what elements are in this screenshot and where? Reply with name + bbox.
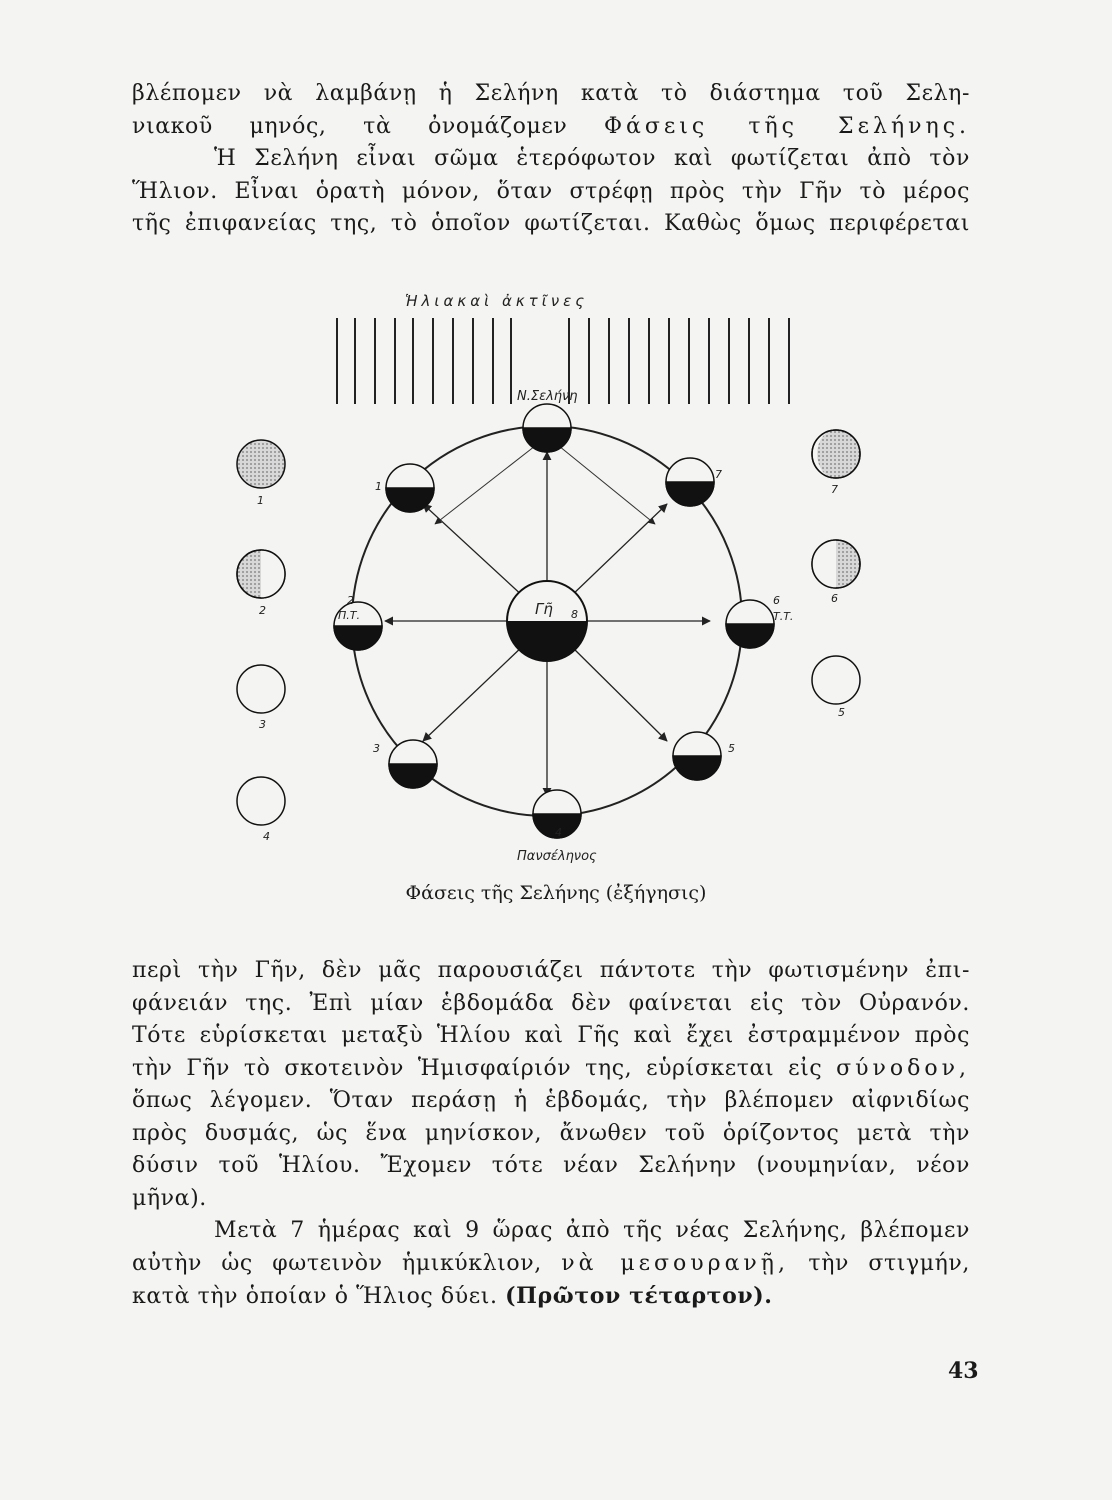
text-line: τῆς ἐπιφανείας της, τὸ ὁποῖον φωτίζεται. Καθὼς ὅμως περιφέρεται xyxy=(132,211,970,236)
orbit-moon xyxy=(666,458,714,506)
full-moon-label: Πανσέληνος xyxy=(517,849,597,864)
left-number: 3 xyxy=(259,718,266,731)
text-fragment: αὐτὴν ὡς φωτεινὸν ἡμικύκλιον, xyxy=(132,1250,542,1276)
right-number: 6 xyxy=(831,592,838,605)
text-line: μῆνα). xyxy=(132,1185,207,1211)
emphasis-phases: Φάσεις τῆς Σελήνης. xyxy=(604,113,971,139)
last-quarter-label: Τ.Τ. xyxy=(773,610,794,623)
orbit-moon xyxy=(673,732,721,780)
moon-phases-diagram xyxy=(225,286,885,866)
orbit-number: 1 xyxy=(375,480,382,493)
text-fragment: νιακοῦ μηνός, τὰ ὀνομάζομεν xyxy=(132,113,568,139)
orbit-number: 5 xyxy=(728,742,735,755)
orbit-number: 4 xyxy=(555,826,562,839)
earth-label: Γῆ xyxy=(535,600,553,618)
text-line xyxy=(132,111,970,144)
emphasis-first-quarter: (Πρῶτον τέταρτον). xyxy=(505,1283,773,1309)
text-fragment: τὴν Γῆν τὸ σκοτεινὸν Ἡμισφαίριόν της, εὑρίσκεται εἰς xyxy=(132,1055,823,1081)
text-line: ὅπως λέγομεν. Ὅταν περάσῃ ἡ ἑβδομάς, τὴν βλέπομεν αἰφνιδίως xyxy=(132,1088,970,1113)
text-line: Ἡ Σελήνη εἶναι σῶμα ἑτερόφωτον καὶ φωτίζεται ἀπὸ τὸν xyxy=(214,146,970,171)
orbit-number: 7 xyxy=(715,468,722,481)
earth xyxy=(507,581,587,661)
first-quarter-label: Π.Τ. xyxy=(338,609,360,622)
orbit-moon xyxy=(726,600,774,648)
orbit-moon xyxy=(389,740,437,788)
top-paragraph xyxy=(132,78,970,241)
sun-arrows xyxy=(435,446,655,524)
text-line: πρὸς δυσμάς, ὡς ἕνα μηνίσκον, ἄνωθεν τοῦ ὁρίζοντος μετὰ τὴν xyxy=(132,1120,970,1146)
page-number: 43 xyxy=(948,1358,979,1384)
text-line: βλέπομεν νὰ λαμβάνῃ ἡ Σελήνη κατὰ τὸ διάστημα τοῦ Σελη- xyxy=(132,81,970,106)
text-line: Ἥλιον. Εἶναι ὁρατὴ μόνον, ὅταν στρέφῃ πρὸς τὴν Γῆν τὸ μέρος xyxy=(132,178,970,204)
text-line: δύσιν τοῦ Ἡλίου. Ἔχομεν τότε νέαν Σελήνην (νουμηνίαν, νέον xyxy=(132,1153,970,1178)
orbit-number: 6 xyxy=(773,594,780,607)
orbit-moon xyxy=(386,464,434,512)
figure-caption: Φάσεις τῆς Σελήνης (ἐξήγησις) xyxy=(405,882,707,904)
text-line xyxy=(132,1280,970,1314)
new-moon-label: Ν.Σελήνη xyxy=(517,389,578,404)
left-number: 1 xyxy=(257,494,264,507)
text-line xyxy=(132,1053,970,1086)
sun-rays-label: Ἡλιακαὶ ἀκτῖνες xyxy=(405,292,589,310)
emphasis-culminate: νὰ μεσουρανῇ, xyxy=(561,1250,789,1276)
orbit-number: 8 xyxy=(571,608,578,621)
orbit-number: 2 xyxy=(347,594,354,607)
orbit-moon xyxy=(523,404,571,452)
left-number: 2 xyxy=(259,604,266,617)
text-line xyxy=(132,1248,970,1281)
emphasis-conjunction: σύνοδον, xyxy=(836,1055,970,1081)
right-phase-column xyxy=(812,430,860,704)
text-fragment: κατὰ τὴν ὁποίαν ὁ Ἥλιος δύει. xyxy=(132,1284,498,1309)
left-number: 4 xyxy=(263,830,270,843)
text-fragment: τὴν στιγμήν, xyxy=(808,1250,970,1276)
bottom-paragraph xyxy=(132,955,970,1314)
text-line: περὶ τὴν Γῆν, δὲν μᾶς παρουσιάζει πάντοτε τὴν φωτισμένην ἐπι- xyxy=(132,958,970,983)
right-number: 5 xyxy=(838,706,845,719)
text-line: φάνειάν της. Ἐπὶ μίαν ἑβδομάδα δὲν φαίνεται εἰς τὸν Οὐρανόν. xyxy=(132,990,970,1016)
text-line: Μετὰ 7 ἡμέρας καὶ 9 ὥρας ἀπὸ τῆς νέας Σελήνης, βλέπομεν xyxy=(214,1218,970,1243)
right-number: 7 xyxy=(831,483,838,496)
orbit-number: 3 xyxy=(373,742,380,755)
text-line: Τότε εὑρίσκεται μεταξὺ Ἡλίου καὶ Γῆς καὶ ἔχει ἐστραμμένον πρὸς xyxy=(132,1023,970,1048)
